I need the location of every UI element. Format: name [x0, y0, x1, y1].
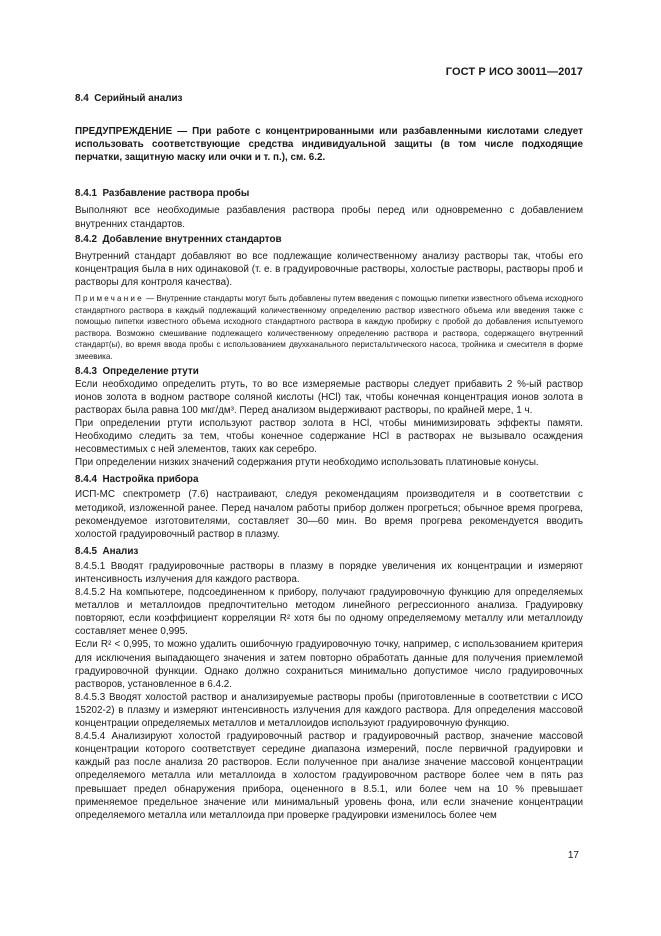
paragraph: Выполняют все необходимые разбавления раствора пробы перед или одновременно с добавлением внутренних стандартов. — [75, 205, 583, 230]
note-text: — Внутренние стандарты могут быть добавлены путем введения с помощью пипетки известного объема исходного стандартного раствора в каждый подлежащий количественному определению раствор известного объема или введения также с помощью пипетки известного объема исходного стандартного раствора в каждую пробирку с пробой до добавления испытуемого раствора. Возможно смешивание подлежащего количественному определению раствора и раствора, содержащего внутренний стандарт(ы), во время ввода пробы с использованием двухканального перистальтического насоса, тройника и смесителя в форме змеевика. — [75, 294, 583, 361]
section-title: Серийный анализ — [94, 93, 183, 104]
subsection-title: Анализ — [102, 545, 139, 557]
paragraph: При определении ртути используют раствор золота в HCl, чтобы минимизировать эффекты памяти. Необходимо следить за тем, чтобы конечное содержание HCl в растворах не вызывало осаждения несовместимых с ней элементов, таких как серебро. — [75, 417, 583, 456]
paragraph: Если необходимо определить ртуть, то во все измеряемые растворы следует прибавить 2 %-ый раствор ионов золота в водном растворе соляной кислоты (HCl) так, чтобы конечная концентрация ионов золота в растворах была равна 100 мкг/дм³. Перед анализом выдерживают растворы, по крайней мере, 1 ч. — [75, 378, 583, 416]
subsection-title: Добавление внутренних стандартов — [102, 233, 282, 245]
subsection-heading-8-4-2 — [75, 233, 583, 246]
paragraph: Внутренний стандарт добавляют во все подлежащие количественному анализу растворы так, чтобы его концентрация была в них одинаковой (т. е. в градуировочные растворы, холостые растворы, растворы проб и растворы для контроля качества). — [75, 250, 583, 288]
note — [75, 293, 583, 363]
paragraph: 8.4.5.1 Вводят градуировочные растворы в плазму в порядке увеличения их концентрации и измеряют интенсивность излучения для каждого раствора. — [75, 560, 583, 585]
subsection-title: Определение ртути — [102, 365, 199, 377]
subsection-heading-8-4-3 — [75, 365, 583, 378]
subsection-number: 8.4.4 — [75, 474, 97, 486]
subsection-heading-8-4-5 — [75, 545, 583, 558]
subsection-number: 8.4.1 — [75, 188, 97, 200]
subsection-heading-8-4-4 — [75, 473, 583, 486]
page-content — [75, 92, 583, 822]
page-number: 17 — [567, 850, 579, 861]
subsection-title: Разбавление раствора пробы — [102, 188, 250, 200]
section-number: 8.4 — [75, 93, 89, 104]
subsection-title: Настройка прибора — [102, 474, 199, 486]
subsection-number: 8.4.3 — [75, 365, 97, 377]
paragraph: Если R² < 0,995, то можно удалить ошибочную градуировочную точку, например, с использованием критерия для исключения выпадающего значения и затем повторно обработать данные для получения приемлемой градуировочной функции. Однако должно сохраниться минимально допустимое число градуировочных растворов, установленное в 6.4.2. — [75, 639, 583, 690]
safety-warning: ПРЕДУПРЕЖДЕНИЕ — При работе с концентрированными или разбавленными кислотами следует использовать соответствующие средства индивидуальной защиты (в том числе подходящие перчатки, защитную маску или очки и т. п.), см. 6.2. — [75, 126, 583, 164]
paragraph: 8.4.5.2 На компьютере, подсоединенном к прибору, получают градуировочную функцию для определяемых металлов и металлоидов предпочтительно методом линейного регрессионного анализа. Градуировку повторяют, если коэффициент корреляции R² хотя бы по одному определяемому металлу или металлоиду составляет менее 0,995. — [75, 587, 583, 638]
paragraph: 8.4.5.3 Вводят холостой раствор и анализируемые растворы пробы (приготовленные в соответствии с ИСО 15202-2) в плазму и измеряют интенсивность излучения для каждого раствора. Для определения массовой концентрации определяемых металлов и металлоидов используют градуировочную функцию. — [75, 691, 583, 730]
paragraph: ИСП-МС спектрометр (7.6) настраивают, следуя рекомендациям производителя и в соответствии с методикой, изложенной ранее. Перед началом работы прибор должен прогреться; обычное время прогрева, рекомендуемое изготовителями, составляет 30—60 мин. Во время прогрева рекомендуется вводить холостой градуировочный раствор в плазму. — [75, 489, 583, 540]
section-heading — [75, 92, 583, 105]
note-label: Примечание — [75, 294, 144, 304]
subsection-number: 8.4.2 — [75, 233, 97, 245]
subsection-heading-8-4-1 — [75, 187, 583, 200]
standard-header: ГОСТ Р ИСО 30011—2017 — [445, 66, 583, 78]
subsection-number: 8.4.5 — [75, 545, 97, 557]
paragraph: 8.4.5.4 Анализируют холостой градуировочный раствор и градуировочный раствор, значение массовой концентрации которого соответствует середине диапазона измерений, после первичной градуировки и каждый раз после анализа 20 растворов. Если полученное при анализе значение массовой концентрации определяемого металла или металлоида в холостом градуировочном растворе более чем в пять раз превышает предел обнаружения прибора, оцененного в 8.5.1, или более чем на 10 % превышает применяемое предельное значение или минимальный уровень фона, или если значение концентрации определяемого металла или металлоида при проверке градуировки изменилось более чем — [75, 731, 583, 821]
paragraph: При определении низких значений содержания ртути необходимо использовать платиновые конусы. — [75, 457, 539, 469]
